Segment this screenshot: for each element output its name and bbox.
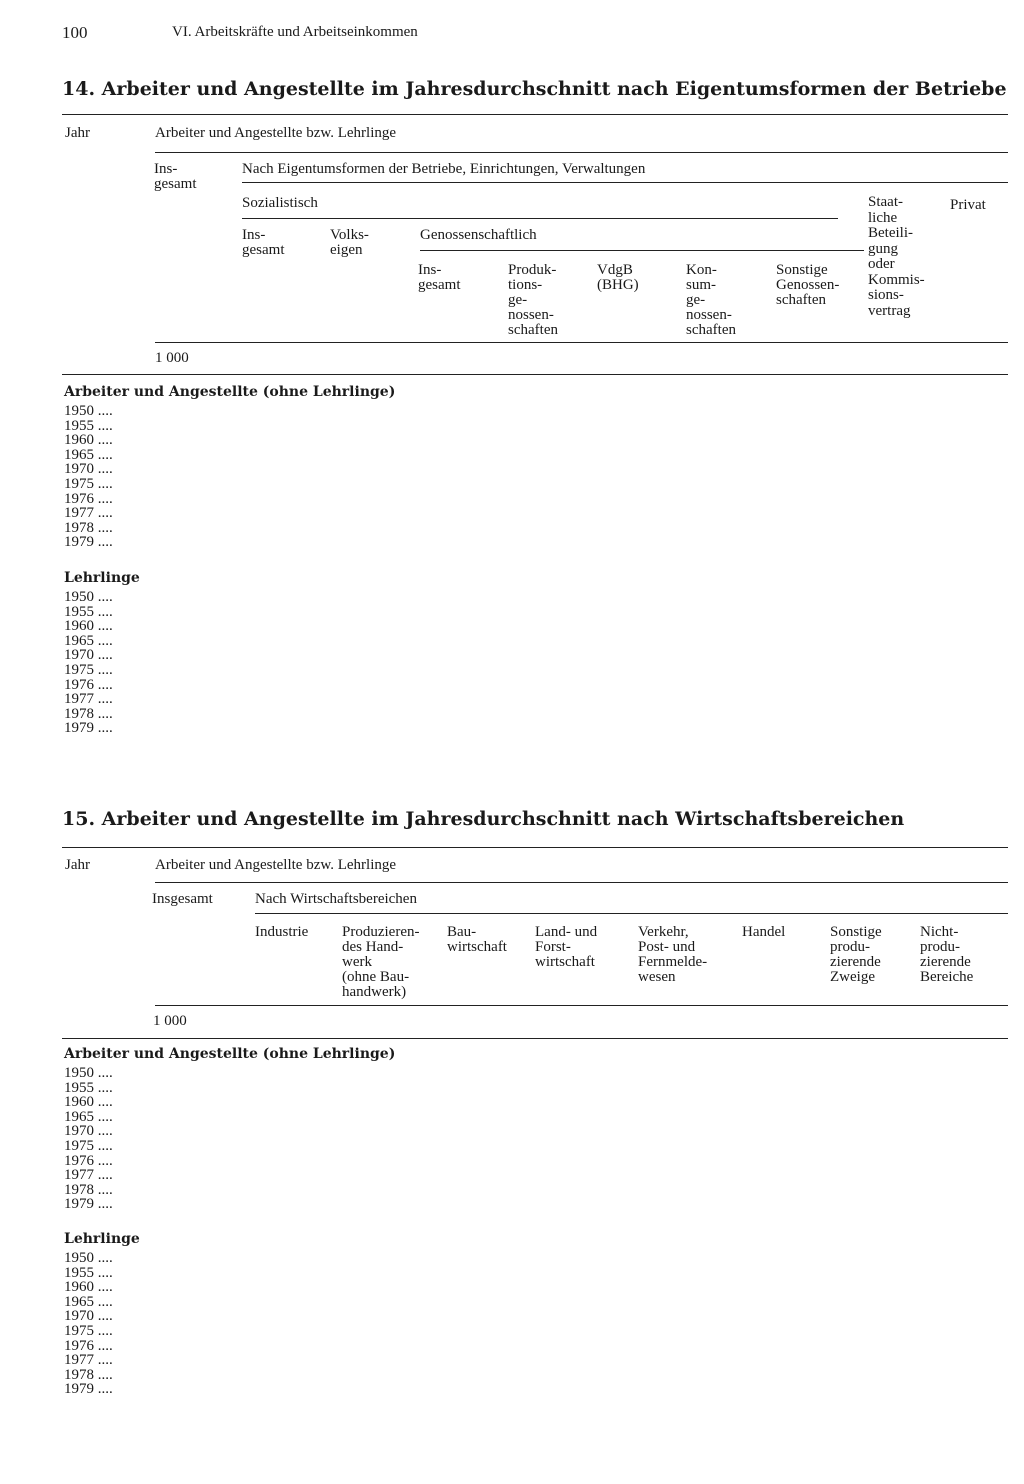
t14-col-jahr: Jahr	[65, 125, 90, 141]
t14-rule-1	[155, 152, 1008, 153]
t15-col-land: Land- und Forst- wirtschaft	[535, 924, 598, 970]
t14-rule-2	[242, 182, 1008, 183]
t14-header-main: Arbeiter und Angestellte bzw. Lehrlinge	[155, 125, 397, 141]
row-year: 1978 ....	[64, 1366, 113, 1383]
row-year: 1965 ....	[64, 446, 113, 463]
t15-rule-1	[155, 882, 1008, 883]
row-year: 1976 ....	[64, 1337, 113, 1354]
row-year: 1979 ....	[64, 1381, 113, 1398]
row-year: 1977 ....	[64, 1167, 113, 1184]
t14-rule-gen	[420, 250, 864, 251]
t14-top-rule	[62, 114, 1008, 115]
page-number: 100	[62, 23, 88, 42]
row-year: 1955 ....	[64, 603, 113, 620]
t15-col-verk: Verkehr, Post- und Fernmelde- wesen	[638, 924, 708, 985]
row-year: 1978 ....	[64, 519, 113, 536]
row-year: 1979 ....	[64, 534, 113, 551]
row-year: 1950 ....	[64, 1065, 113, 1081]
t15-col-handw: Produzieren- des Hand- werk (ohne Bau- handwerk)	[342, 924, 420, 1000]
t15-col-nicht: Nicht- produ- zierende Bereiche	[920, 924, 974, 985]
row-year: 1979 ....	[64, 720, 113, 737]
row-year: 1975 ....	[64, 662, 113, 678]
t15-col-ind: Industrie	[255, 924, 309, 940]
row-year: 1950 ....	[64, 403, 113, 419]
table-14-title: 14. Arbeiter und Angestellte im Jahresdurchschnitt nach Eigentumsformen der Betriebe	[62, 78, 1007, 100]
group-label: Arbeiter und Angestellte (ohne Lehrlinge)	[64, 384, 396, 400]
row-year: 1978 ....	[64, 705, 113, 722]
group-label: Arbeiter und Angestellte (ohne Lehrlinge)	[64, 1046, 396, 1062]
t15-col-bau: Bau- wirtschaft	[447, 924, 507, 955]
t15-header-main: Arbeiter und Angestellte bzw. Lehrlinge	[155, 857, 397, 873]
t14-rule-body	[62, 374, 1008, 375]
row-year: 1975 ....	[64, 476, 113, 492]
t14-col-staat: Staat- liche Beteili- gung oder Kommis- sions- vertrag	[868, 194, 925, 319]
row-year: 1960 ....	[64, 432, 113, 449]
t14-header-nach: Nach Eigentumsformen der Betriebe, Einrichtungen, Verwaltungen	[242, 161, 646, 177]
t14-header-gen: Genossenschaftlich	[420, 227, 537, 243]
t15-col-insgesamt: Insgesamt	[152, 891, 213, 907]
t14-col-privat: Privat	[950, 197, 986, 213]
row-year: 1960 ....	[64, 618, 113, 635]
t14-rule-soz	[242, 218, 838, 219]
row-year: 1970 ....	[64, 647, 113, 664]
row-year: 1977 ....	[64, 1352, 113, 1369]
t14-rule-unit	[155, 342, 1008, 343]
row-year: 1955 ....	[64, 417, 113, 434]
row-year: 1950 ....	[64, 1250, 113, 1266]
row-year: 1955 ....	[64, 1079, 113, 1096]
t14-col-vdgb: VdgB (BHG)	[597, 262, 639, 293]
row-year: 1970 ....	[64, 1308, 113, 1325]
row-year: 1960 ....	[64, 1094, 113, 1111]
row-year: 1976 ....	[64, 676, 113, 693]
t15-col-handel: Handel	[742, 924, 786, 940]
row-year: 1970 ....	[64, 461, 113, 478]
t15-rule-unit	[155, 1005, 1008, 1006]
t15-unit: 1 000	[153, 1013, 187, 1029]
row-year: 1965 ....	[64, 632, 113, 649]
t15-rule-body	[62, 1038, 1008, 1039]
t15-header-nach: Nach Wirtschaftsbereichen	[255, 891, 417, 907]
group-label: Lehrlinge	[64, 570, 140, 586]
row-year: 1960 ....	[64, 1279, 113, 1296]
t15-rule-2	[255, 913, 1008, 914]
row-year: 1979 ....	[64, 1196, 113, 1213]
row-year: 1965 ....	[64, 1293, 113, 1310]
row-year: 1976 ....	[64, 1152, 113, 1169]
t14-col-soz-ins: Ins- gesamt	[242, 227, 285, 258]
t14-col-insgesamt: Ins- gesamt	[154, 161, 197, 192]
row-year: 1976 ....	[64, 490, 113, 507]
row-year: 1975 ....	[64, 1138, 113, 1154]
row-year: 1955 ....	[64, 1264, 113, 1281]
t14-col-volks: Volks- eigen	[330, 227, 369, 258]
t15-col-sonst: Sonstige produ- zierende Zweige	[830, 924, 882, 985]
table-15-title: 15. Arbeiter und Angestellte im Jahresdurchschnitt nach Wirtschaftsbereichen	[62, 808, 905, 830]
row-year: 1950 ....	[64, 589, 113, 605]
t14-col-gen-ins: Ins- gesamt	[418, 262, 461, 293]
row-year: 1975 ....	[64, 1323, 113, 1339]
group-label: Lehrlinge	[64, 1231, 140, 1247]
t14-col-sonst: Sonstige Genossen- schaften	[776, 262, 840, 308]
row-year: 1965 ....	[64, 1108, 113, 1125]
t14-header-soz: Sozialistisch	[242, 195, 318, 211]
t14-col-prod: Produk- tions- ge- nossen- schaften	[508, 262, 558, 338]
row-year: 1970 ....	[64, 1123, 113, 1140]
t15-top-rule	[62, 847, 1008, 848]
running-head: VI. Arbeitskräfte und Arbeitseinkommen	[172, 24, 418, 40]
t14-unit: 1 000	[155, 350, 189, 366]
row-year: 1977 ....	[64, 505, 113, 522]
t15-col-jahr: Jahr	[65, 857, 90, 873]
t14-col-kons: Kon- sum- ge- nossen- schaften	[686, 262, 736, 338]
row-year: 1977 ....	[64, 691, 113, 708]
row-year: 1978 ....	[64, 1181, 113, 1198]
